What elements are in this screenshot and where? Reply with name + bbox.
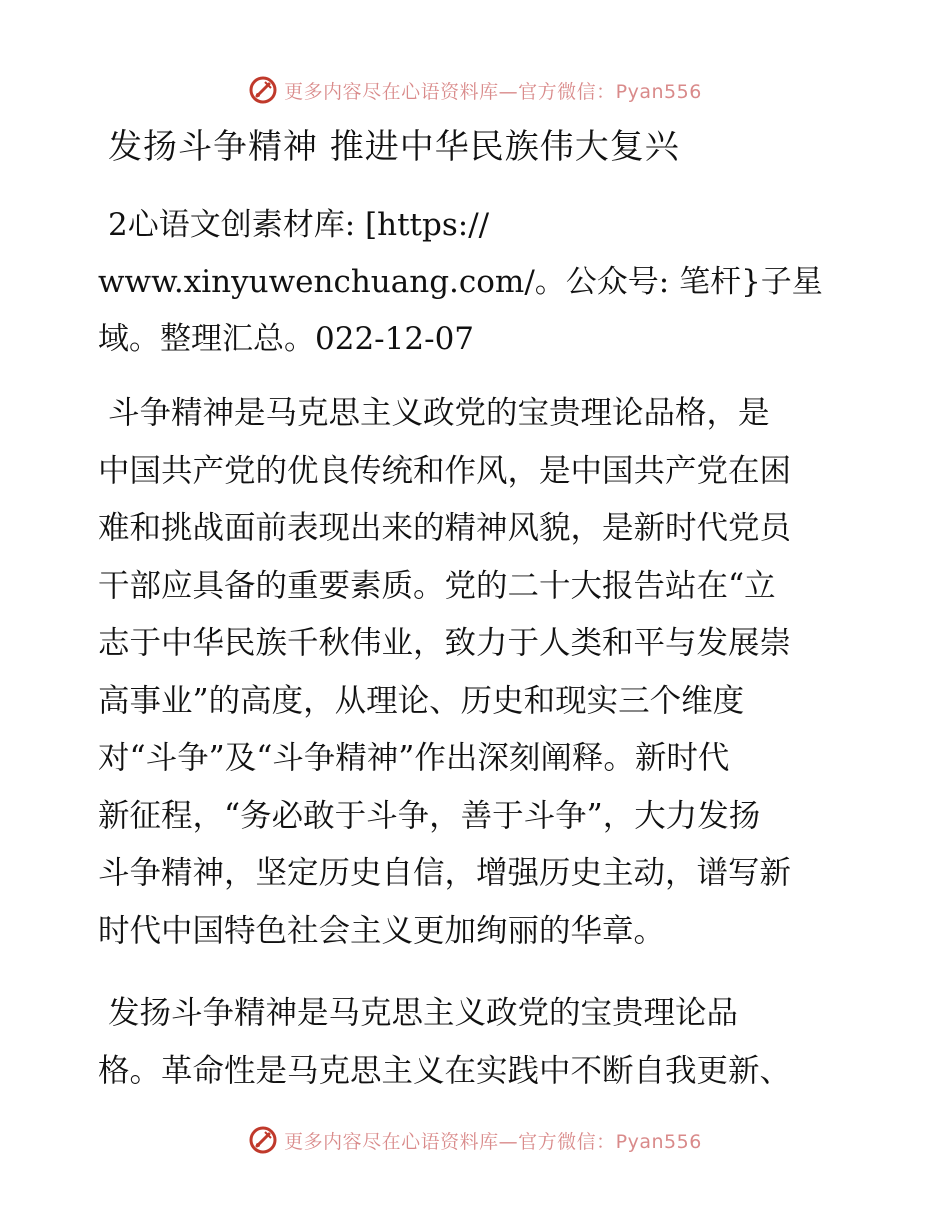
watermark-text: 更多内容尽在心语资料库—官方微信：Pyan556: [284, 1130, 702, 1153]
meta-line: 域。整理汇总。022-12-07: [98, 321, 475, 357]
watermark-text: 更多内容尽在心语资料库—官方微信：Pyan556: [284, 80, 702, 103]
paragraph-line: 志于中华民族千秋伟业，致力于人类和平与发展崇: [98, 625, 792, 661]
paragraph-line: 对“斗争”及“斗争精神”作出深刻阐释。新时代: [98, 740, 730, 776]
document-title: 发扬斗争精神 推进中华民族伟大复兴: [108, 127, 680, 167]
pen-seal-icon: [248, 75, 278, 105]
paragraph-line: 高事业”的高度，从理论、历史和现实三个维度: [98, 682, 745, 719]
source-meta: [98, 197, 858, 368]
paragraph-1: [98, 385, 858, 960]
paragraph-line: 时代中国特色社会主义更加绚丽的华章。: [98, 912, 666, 949]
footer-watermark-banner: [0, 1120, 950, 1160]
paragraph-line: 干部应具备的重要素质。党的二十大报告站在“立: [98, 567, 776, 604]
paragraph-line: 格。革命性是马克思主义在实践中不断自我更新、: [98, 1052, 792, 1089]
meta-line: www.xinyuwenchuang.com/。公众号: 笔杆}子星: [98, 264, 823, 300]
header-watermark-banner: [0, 70, 950, 110]
paragraph-line: 难和挑战面前表现出来的精神风貌，是新时代党员: [98, 510, 792, 546]
paragraph-line: 斗争精神是马克思主义政党的宝贵理论品格，是: [108, 395, 770, 431]
paragraph-line: 中国共产党的优良传统和作风，是中国共产党在困: [98, 452, 792, 489]
paragraph-line: 斗争精神，坚定历史自信，增强历史主动，谱写新: [98, 855, 792, 891]
paragraph-line: 新征程，“务必敢于斗争，善于斗争”，大力发扬: [98, 797, 761, 834]
meta-line: 2心语文创素材库: [https://: [108, 207, 490, 243]
pen-seal-icon: [248, 1125, 278, 1155]
paragraph-line: 发扬斗争精神是马克思主义政党的宝贵理论品: [108, 995, 739, 1031]
paragraph-2: [98, 985, 858, 1100]
